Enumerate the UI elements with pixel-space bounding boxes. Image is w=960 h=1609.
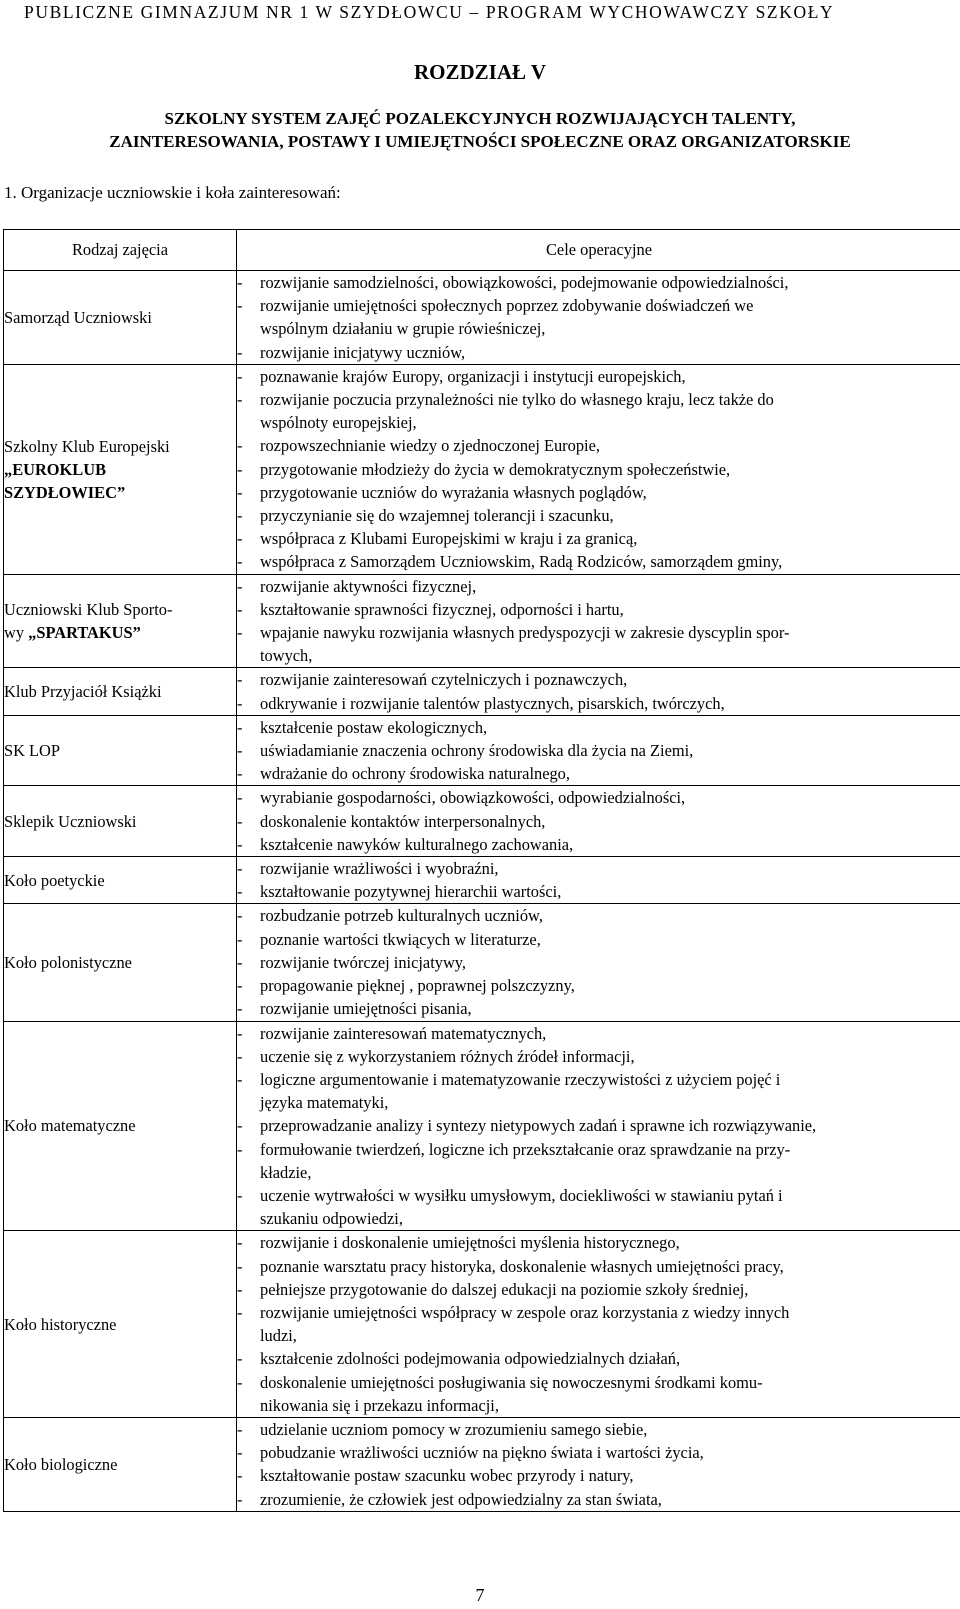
objective-item	[237, 904, 960, 927]
objective-text	[260, 341, 960, 364]
objective-line: kształtowanie sprawności fizycznej, odporności i hartu,	[260, 599, 624, 619]
objective-item	[237, 1278, 960, 1301]
objective-item	[237, 762, 960, 785]
objective-line: kształcenie postaw ekologicznych,	[260, 717, 488, 737]
bullet-dash: -	[237, 296, 243, 316]
objective-text	[260, 434, 960, 457]
table-row	[4, 1231, 960, 1418]
bullet-dash: -	[237, 482, 243, 502]
objective-item	[237, 880, 960, 903]
objectives-cell	[237, 271, 960, 365]
objective-line: rozwijanie aktywności fizycznej,	[260, 576, 477, 596]
objective-item	[237, 504, 960, 527]
objectives-cell	[237, 857, 960, 904]
objective-line: wspólnym działaniu w grupie rówieśniczej,	[260, 319, 546, 339]
objectives-cell	[237, 364, 960, 574]
subtitle-line-2: ZAINTERESOWANIA, POSTAWY I UMIEJĘTNOŚCI SPOŁECZNE ORAZ ORGANIZATORSKIE	[109, 132, 851, 151]
objective-text	[260, 481, 960, 504]
activity-name-cell	[4, 715, 237, 786]
objective-item	[237, 1045, 960, 1068]
bullet-dash: -	[237, 1302, 243, 1322]
chapter-title: ROZDZIAŁ V	[413, 60, 547, 84]
objective-text	[260, 692, 960, 715]
objective-line: wspólnoty europejskiej,	[260, 413, 417, 433]
activity-name-cell	[4, 271, 237, 365]
objective-text	[260, 880, 960, 903]
activity-name-line: Uczniowski Klub Sporto-	[4, 600, 173, 620]
activity-name-bold: „SPARTAKUS”	[28, 623, 141, 643]
objective-text	[260, 458, 960, 481]
objective-line: uczenie wytrwałości w wysiłku umysłowym, dociekliwości w stawianiu pytań i	[260, 1185, 783, 1205]
activity-name-line: Samorząd Uczniowski	[4, 307, 152, 327]
objective-text	[260, 716, 960, 739]
bullet-dash: -	[237, 1139, 243, 1159]
objective-item	[237, 341, 960, 364]
objective-item	[237, 550, 960, 573]
activity-name-cell	[4, 786, 237, 857]
objective-item	[237, 1488, 960, 1511]
objective-text	[260, 857, 960, 880]
objectives-cell	[237, 1231, 960, 1418]
objective-item	[237, 294, 960, 340]
activity-name-line: „EUROKLUB	[4, 459, 107, 479]
bullet-dash: -	[237, 576, 243, 596]
objective-item	[237, 1301, 960, 1347]
bullet-dash: -	[237, 459, 243, 479]
objective-item	[237, 1068, 960, 1114]
objective-line: rozpowszechnianie wiedzy o zjednoczonej Europie,	[260, 436, 600, 456]
objective-text	[260, 1114, 960, 1137]
bullet-dash: -	[237, 929, 243, 949]
objective-line: rozwijanie umiejętności współpracy w zespole oraz korzystania z wiedzy innych	[260, 1302, 790, 1322]
objective-line: rozwijanie umiejętności pisania,	[260, 999, 472, 1019]
bullet-dash: -	[237, 1279, 243, 1299]
objective-text	[260, 504, 960, 527]
objective-text	[260, 1022, 960, 1045]
objectives-cell	[237, 715, 960, 786]
objective-item	[237, 1022, 960, 1045]
objective-line: rozwijanie wrażliwości i wyobraźni,	[260, 859, 499, 879]
bullet-dash: -	[237, 1349, 243, 1369]
objective-text	[260, 1418, 960, 1441]
bullet-dash: -	[237, 952, 243, 972]
objective-text	[260, 1278, 960, 1301]
activity-name-fragment: wy	[4, 623, 29, 643]
objective-line: poznawanie krajów Europy, organizacji i instytucji europejskich,	[260, 366, 686, 386]
activity-name-line: Koło polonistyczne	[4, 952, 132, 972]
activity-name-cell	[4, 904, 237, 1021]
column-header-objectives: Cele operacyjne	[237, 230, 960, 271]
objective-text	[260, 388, 960, 434]
table-row	[4, 364, 960, 574]
bullet-dash: -	[237, 811, 243, 831]
objective-item	[237, 974, 960, 997]
bullet-dash: -	[237, 506, 243, 526]
activity-name-cell	[4, 668, 237, 715]
objective-item	[237, 1184, 960, 1230]
activity-name-line: Klub Przyjaciół Książki	[4, 682, 162, 702]
objective-line: wyrabianie gospodarności, obowiązkowości, odpowiedzialności,	[260, 788, 686, 808]
bullet-dash: -	[237, 342, 243, 362]
objective-line: wpajanie nawyku rozwijania własnych predyspozycji w zakresie dyscyplin spor-	[260, 623, 790, 643]
bullet-dash: -	[237, 1046, 243, 1066]
objective-text	[260, 833, 960, 856]
objective-item	[237, 434, 960, 457]
objective-item	[237, 365, 960, 388]
table-row	[4, 1417, 960, 1511]
table-row	[4, 574, 960, 668]
objective-line: ludzi,	[260, 1326, 297, 1346]
objective-item	[237, 481, 960, 504]
page-number: 7	[475, 1585, 485, 1605]
objective-line: współpraca z Klubami Europejskimi w kraju i za granicą,	[260, 529, 638, 549]
bullet-dash: -	[237, 717, 243, 737]
subtitle-line-1: SZKOLNY SYSTEM ZAJĘĆ POZALEKCYJNYCH ROZWIJAJĄCYCH TALENTY,	[164, 109, 796, 128]
objective-line: języka matematyki,	[260, 1093, 389, 1113]
bullet-dash: -	[237, 882, 243, 902]
objective-text	[260, 974, 960, 997]
activity-name-line	[4, 621, 236, 644]
running-header: PUBLICZNE GIMNAZJUM NR 1 W SZYDŁOWCU – PROGRAM WYCHOWAWCZY SZKOŁY	[24, 2, 835, 22]
table-row	[4, 904, 960, 1021]
objective-item	[237, 527, 960, 550]
table-body	[4, 271, 960, 1512]
bullet-dash: -	[237, 623, 243, 643]
objective-text	[260, 1255, 960, 1278]
bullet-dash: -	[237, 1419, 243, 1439]
objective-text	[260, 1464, 960, 1487]
objective-item	[237, 1347, 960, 1370]
objective-text	[260, 527, 960, 550]
activity-name-cell	[4, 857, 237, 904]
bullet-dash: -	[237, 1443, 243, 1463]
bullet-dash: -	[237, 1233, 243, 1253]
activity-name-line: Sklepik Uczniowski	[4, 811, 137, 831]
bullet-dash: -	[237, 529, 243, 549]
bullet-dash: -	[237, 859, 243, 879]
objective-text	[260, 598, 960, 621]
objective-item	[237, 621, 960, 667]
objective-line: towych,	[260, 646, 313, 666]
bullet-dash: -	[237, 788, 243, 808]
activity-name-line: Koło matematyczne	[4, 1116, 136, 1136]
bullet-dash: -	[237, 1116, 243, 1136]
table-row	[4, 1021, 960, 1231]
objective-text	[260, 550, 960, 573]
objective-line: kształtowanie pozytywnej hierarchii wartości,	[260, 882, 562, 902]
objective-item	[237, 1255, 960, 1278]
column-header-activity-type: Rodzaj zajęcia	[4, 230, 237, 271]
objective-text	[260, 575, 960, 598]
objective-text	[260, 786, 960, 809]
objective-line: doskonalenie kontaktów interpersonalnych,	[260, 811, 546, 831]
objective-line: pobudzanie wrażliwości uczniów na piękno świata i wartości życia,	[260, 1443, 704, 1463]
bullet-dash: -	[237, 366, 243, 386]
bullet-dash: -	[237, 1069, 243, 1089]
table-row	[4, 715, 960, 786]
objectives-cell	[237, 668, 960, 715]
objective-item	[237, 575, 960, 598]
objective-item	[237, 458, 960, 481]
objective-line: rozwijanie umiejętności społecznych poprzez zdobywanie doświadczeń we	[260, 296, 754, 316]
objective-item	[237, 833, 960, 856]
objective-line: przygotowanie uczniów do wyrażania własnych poglądów,	[260, 482, 647, 502]
activity-name-line: Koło poetyckie	[4, 870, 105, 890]
objective-text	[260, 1371, 960, 1417]
objective-text	[260, 762, 960, 785]
bullet-dash: -	[237, 693, 243, 713]
objective-text	[260, 1488, 960, 1511]
objective-line: poznanie warsztatu pracy historyka, doskonalenie własnych umiejętności pracy,	[260, 1256, 784, 1276]
activity-name-line: SK LOP	[4, 741, 61, 761]
activity-name-cell	[4, 1417, 237, 1511]
activity-name-line: SZYDŁOWIEC”	[4, 482, 126, 502]
bullet-dash: -	[237, 436, 243, 456]
objective-line: wdrażanie do ochrony środowiska naturalnego,	[260, 764, 570, 784]
objective-line: doskonalenie umiejętności posługiwania się nowoczesnymi środkami komu-	[260, 1372, 763, 1392]
objective-text	[260, 668, 960, 691]
objective-line: uczenie się z wykorzystaniem różnych źródeł informacji,	[260, 1046, 635, 1066]
table-row	[4, 857, 960, 904]
bullet-dash: -	[237, 552, 243, 572]
bullet-dash: -	[237, 1489, 243, 1509]
activity-name-cell	[4, 1231, 237, 1418]
objective-item	[237, 388, 960, 434]
activity-name-line: Koło biologiczne	[4, 1454, 118, 1474]
objective-text	[260, 1138, 960, 1184]
objective-line: rozwijanie samodzielności, obowiązkowości, podejmowanie odpowiedzialności,	[260, 273, 789, 292]
activity-name-line: Koło historyczne	[4, 1314, 117, 1334]
objective-line: odkrywanie i rozwijanie talentów plastycznych, pisarskich, twórczych,	[260, 693, 725, 713]
bullet-dash: -	[237, 273, 243, 292]
objective-line: przygotowanie młodzieży do życia w demokratycznym społeczeństwie,	[260, 459, 731, 479]
table-row	[4, 668, 960, 715]
activity-name-cell	[4, 364, 237, 574]
objective-text	[260, 1347, 960, 1370]
activities-table	[3, 229, 960, 1512]
bullet-dash: -	[237, 834, 243, 854]
objective-text	[260, 928, 960, 951]
objective-line: pełniejsze przygotowanie do dalszej edukacji na poziomie szkoły średniej,	[260, 1279, 749, 1299]
objective-line: współpraca z Samorządem Uczniowskim, Radą Rodziców, samorządem gminy,	[260, 552, 783, 572]
objectives-cell	[237, 1417, 960, 1511]
activity-name-cell	[4, 1021, 237, 1231]
bullet-dash: -	[237, 976, 243, 996]
objective-text	[260, 810, 960, 833]
objective-item	[237, 857, 960, 880]
objective-line: nikowania się i przekazu informacji,	[260, 1395, 499, 1415]
objective-item	[237, 1441, 960, 1464]
intro-text: 1. Organizacje uczniowskie i koła zainteresowań:	[4, 183, 341, 202]
objective-item	[237, 1418, 960, 1441]
objectives-cell	[237, 904, 960, 1021]
bullet-dash: -	[237, 741, 243, 761]
objective-text	[260, 1301, 960, 1347]
bullet-dash: -	[237, 764, 243, 784]
objective-item	[237, 1231, 960, 1254]
objective-line: poznanie wartości tkwiących w literaturze,	[260, 929, 541, 949]
objective-text	[260, 1441, 960, 1464]
objectives-cell	[237, 786, 960, 857]
objectives-cell	[237, 574, 960, 668]
objective-item	[237, 692, 960, 715]
objective-text	[260, 271, 960, 294]
objective-line: kładzie,	[260, 1162, 312, 1182]
objective-text	[260, 739, 960, 762]
objective-item	[237, 739, 960, 762]
objective-item	[237, 1464, 960, 1487]
objective-line: rozwijanie poczucia przynależności nie tylko do własnego kraju, lecz także do	[260, 390, 774, 410]
bullet-dash: -	[237, 390, 243, 410]
objective-item	[237, 668, 960, 691]
objective-text	[260, 1045, 960, 1068]
chapter-subtitle	[0, 107, 960, 153]
table-header-row	[4, 230, 960, 271]
objective-line: rozwijanie inicjatywy uczniów,	[260, 342, 466, 362]
bullet-dash: -	[237, 1023, 243, 1043]
bullet-dash: -	[237, 999, 243, 1019]
objective-line: zrozumienie, że człowiek jest odpowiedzialny za stan świata,	[260, 1489, 662, 1509]
objective-item	[237, 997, 960, 1020]
objective-item	[237, 928, 960, 951]
objective-item	[237, 1114, 960, 1137]
bullet-dash: -	[237, 1256, 243, 1276]
objective-line: rozbudzanie potrzeb kulturalnych uczniów,	[260, 906, 543, 926]
bullet-dash: -	[237, 1185, 243, 1205]
objective-line: rozwijanie i doskonalenie umiejętności myślenia historycznego,	[260, 1233, 680, 1253]
table-row	[4, 271, 960, 365]
objective-item	[237, 1371, 960, 1417]
activity-name-line: Szkolny Klub Europejski	[4, 436, 170, 456]
objective-item	[237, 598, 960, 621]
objective-line: kształcenie zdolności podejmowania odpowiedzialnych działań,	[260, 1349, 681, 1369]
objective-item	[237, 951, 960, 974]
objective-text	[260, 904, 960, 927]
objective-item	[237, 271, 960, 294]
bullet-dash: -	[237, 670, 243, 690]
objective-line: przeprowadzanie analizy i syntezy nietypowych zadań i sprawne ich rozwiązywanie,	[260, 1116, 817, 1136]
objective-text	[260, 294, 960, 340]
table-row	[4, 786, 960, 857]
objective-line: rozwijanie zainteresowań matematycznych,	[260, 1023, 547, 1043]
objective-text	[260, 1068, 960, 1114]
objective-text	[260, 951, 960, 974]
activity-name-cell	[4, 574, 237, 668]
objective-item	[237, 716, 960, 739]
objective-line: uświadamianie znaczenia ochrony środowiska dla życia na Ziemi,	[260, 741, 694, 761]
bullet-dash: -	[237, 906, 243, 926]
objective-line: propagowanie pięknej , poprawnej polszczyzny,	[260, 976, 575, 996]
objective-line: przyczynianie się do wzajemnej tolerancji i szacunku,	[260, 506, 614, 526]
objective-line: rozwijanie twórczej inicjatywy,	[260, 952, 467, 972]
objective-text	[260, 365, 960, 388]
objective-text	[260, 621, 960, 667]
objective-line: udzielanie uczniom pomocy w zrozumieniu samego siebie,	[260, 1419, 648, 1439]
objective-line: formułowanie twierdzeń, logiczne ich przekształcanie oraz sprawdzanie na przy-	[260, 1139, 791, 1159]
objective-item	[237, 1138, 960, 1184]
objective-line: kształtowanie postaw szacunku wobec przyrody i natury,	[260, 1466, 634, 1486]
objective-line: kształcenie nawyków kulturalnego zachowania,	[260, 834, 574, 854]
objective-text	[260, 997, 960, 1020]
objective-line: szukaniu odpowiedzi,	[260, 1209, 403, 1229]
objective-text	[260, 1231, 960, 1254]
objective-line: logiczne argumentowanie i matematyzowanie rzeczywistości z użyciem pojęć i	[260, 1069, 781, 1089]
objective-line: rozwijanie zainteresowań czytelniczych i poznawczych,	[260, 670, 628, 690]
bullet-dash: -	[237, 1372, 243, 1392]
objective-item	[237, 810, 960, 833]
objective-item	[237, 786, 960, 809]
bullet-dash: -	[237, 1466, 243, 1486]
bullet-dash: -	[237, 599, 243, 619]
objective-text	[260, 1184, 960, 1230]
objectives-cell	[237, 1021, 960, 1231]
